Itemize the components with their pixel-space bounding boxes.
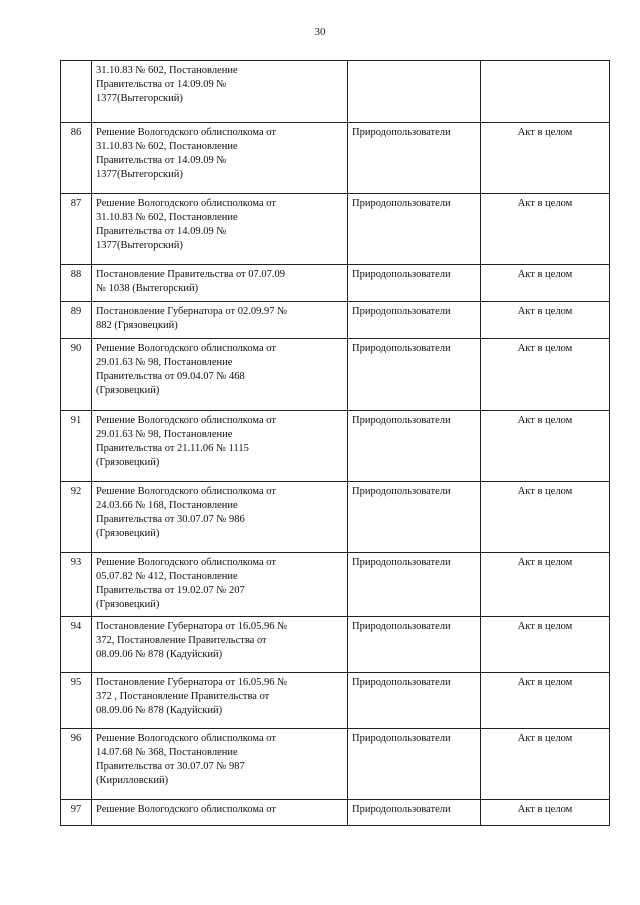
act-name-cell: Постановление Губернатора от 16.05.96 № 372 , Постановление Правительства от 08.09.06 № 878 (Кадуйский) — [92, 673, 348, 729]
act-name-cell: Решение Вологодского облисполкома от 29.01.63 № 98, Постановление Правительства от 21.11.06 № 1115 (Грязовецкий) — [92, 411, 348, 482]
table-row — [61, 673, 610, 729]
subjects-cell: Природопользователи — [348, 617, 481, 673]
table-row — [61, 302, 610, 339]
subjects-cell: Природопользователи — [348, 553, 481, 617]
table-row — [61, 553, 610, 617]
scope-cell: Акт в целом — [481, 339, 610, 411]
row-number-cell — [61, 61, 92, 123]
act-name-cell: Решение Вологодского облисполкома от 24.03.66 № 168, Постановление Правительства от 30.07.07 № 986 (Грязовецкий) — [92, 482, 348, 553]
subjects-cell: Природопользователи — [348, 411, 481, 482]
row-number-cell: 96 — [61, 729, 92, 800]
row-number-cell: 91 — [61, 411, 92, 482]
row-number-cell: 88 — [61, 265, 92, 302]
scope-cell — [481, 61, 610, 123]
act-name-cell: Решение Вологодского облисполкома от 05.07.82 № 412, Постановление Правительства от 19.02.07 № 207 (Грязовецкий) — [92, 553, 348, 617]
scope-cell: Акт в целом — [481, 800, 610, 826]
act-name-cell: 31.10.83 № 602, Постановление Правительства от 14.09.09 № 1377(Вытегорский) — [92, 61, 348, 123]
row-number-cell: 86 — [61, 123, 92, 194]
scope-cell: Акт в целом — [481, 617, 610, 673]
table-body — [61, 61, 610, 826]
act-name-cell: Постановление Губернатора от 02.09.97 № 882 (Грязовецкий) — [92, 302, 348, 339]
subjects-cell: Природопользователи — [348, 673, 481, 729]
row-number-cell: 90 — [61, 339, 92, 411]
subjects-cell: Природопользователи — [348, 729, 481, 800]
table-row — [61, 411, 610, 482]
page-number: 30 — [314, 26, 326, 38]
table-row — [61, 729, 610, 800]
act-name-cell: Решение Вологодского облисполкома от 31.10.83 № 602, Постановление Правительства от 14.09.09 № 1377(Вытегорский) — [92, 123, 348, 194]
act-name-cell: Постановление Губернатора от 16.05.96 № 372, Постановление Правительства от 08.09.06 № 878 (Кадуйский) — [92, 617, 348, 673]
table-row — [61, 482, 610, 553]
act-name-cell: Постановление Правительства от 07.07.09 № 1038 (Вытегорский) — [92, 265, 348, 302]
table-row — [61, 617, 610, 673]
table-row — [61, 123, 610, 194]
act-name-cell: Решение Вологодского облисполкома от 14.07.68 № 368, Постановление Правительства от 30.07.07 № 987 (Кирилловский) — [92, 729, 348, 800]
act-name-cell: Решение Вологодского облисполкома от — [92, 800, 348, 826]
row-number-cell: 87 — [61, 194, 92, 265]
subjects-cell: Природопользователи — [348, 302, 481, 339]
scope-cell: Акт в целом — [481, 482, 610, 553]
row-number-cell: 89 — [61, 302, 92, 339]
scope-cell: Акт в целом — [481, 194, 610, 265]
subjects-cell: Природопользователи — [348, 123, 481, 194]
subjects-cell: Природопользователи — [348, 339, 481, 411]
table-row — [61, 339, 610, 411]
subjects-cell — [348, 61, 481, 123]
scope-cell: Акт в целом — [481, 265, 610, 302]
act-name-cell: Решение Вологодского облисполкома от 29.01.63 № 98, Постановление Правительства от 09.04.07 № 468 (Грязовецкий) — [92, 339, 348, 411]
scope-cell: Акт в целом — [481, 553, 610, 617]
scope-cell: Акт в целом — [481, 411, 610, 482]
table-row — [61, 194, 610, 265]
scope-cell: Акт в целом — [481, 729, 610, 800]
scope-cell: Акт в целом — [481, 123, 610, 194]
row-number-cell: 93 — [61, 553, 92, 617]
subjects-cell: Природопользователи — [348, 265, 481, 302]
row-number-cell: 92 — [61, 482, 92, 553]
subjects-cell: Природопользователи — [348, 194, 481, 265]
row-number-cell: 95 — [61, 673, 92, 729]
row-number-cell: 94 — [61, 617, 92, 673]
row-number-cell: 97 — [61, 800, 92, 826]
subjects-cell: Природопользователи — [348, 800, 481, 826]
table-row — [61, 800, 610, 826]
scope-cell: Акт в целом — [481, 673, 610, 729]
act-name-cell: Решение Вологодского облисполкома от 31.10.83 № 602, Постановление Правительства от 14.09.09 № 1377(Вытегорский) — [92, 194, 348, 265]
scope-cell: Акт в целом — [481, 302, 610, 339]
table-row — [61, 61, 610, 123]
table-row — [61, 265, 610, 302]
acts-table — [60, 60, 610, 826]
subjects-cell: Природопользователи — [348, 482, 481, 553]
